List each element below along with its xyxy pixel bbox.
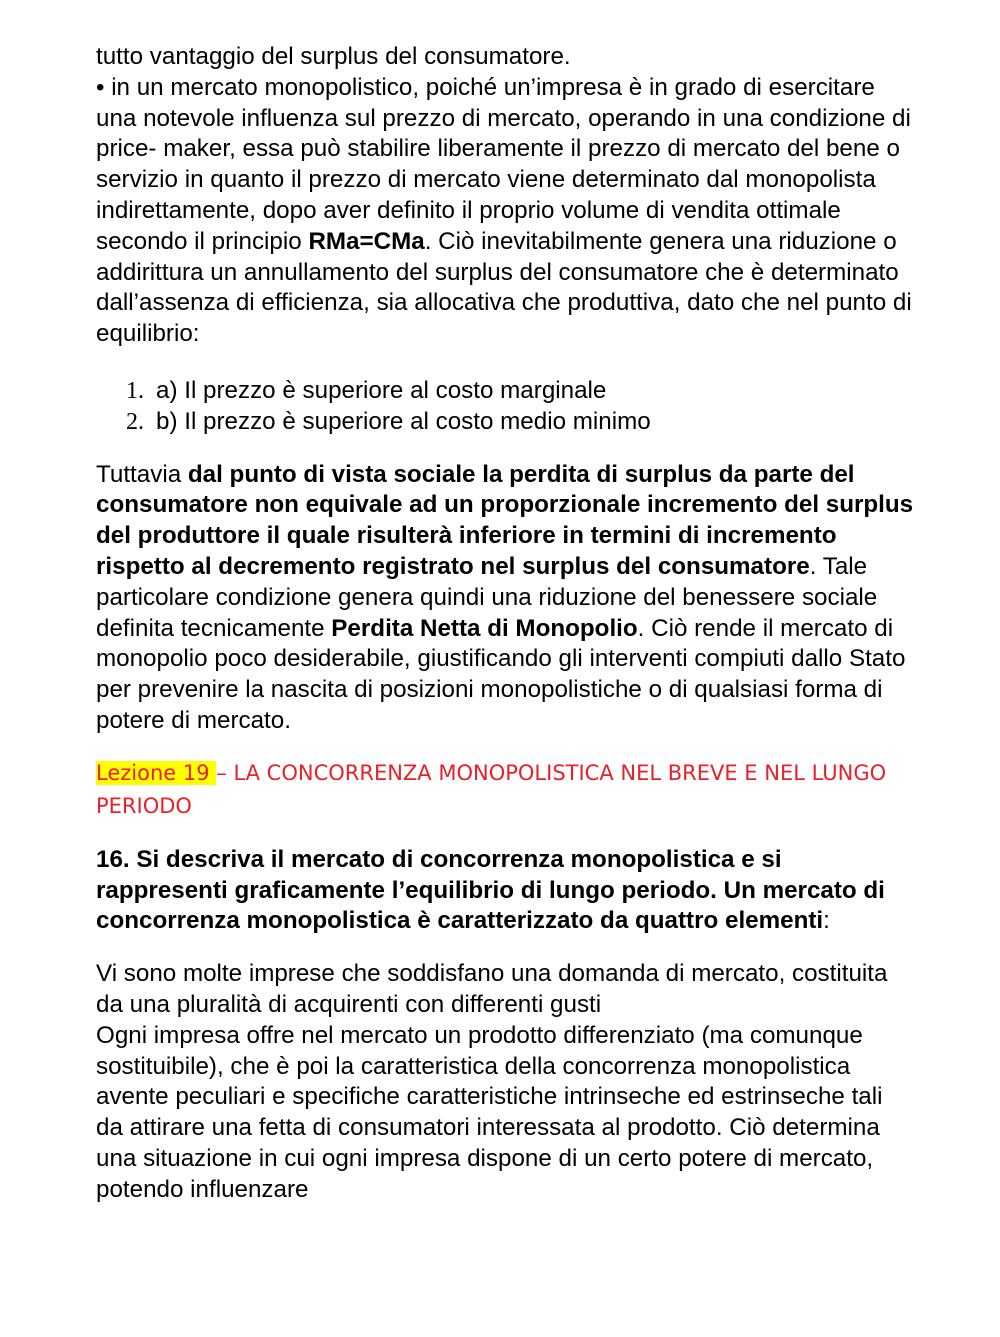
lesson-label: Lezione 19 <box>96 760 217 785</box>
document-page <box>96 42 916 1206</box>
equilibrium-list <box>96 376 916 438</box>
list-item <box>96 407 916 438</box>
feature-line: Vi sono molte imprese che soddisfano una domanda di mercato, costituita da una pluralità di acquirenti con differenti gusti <box>96 960 888 1018</box>
question-tail: : <box>823 907 830 935</box>
list-item-text: a) Il prezzo è superiore al costo marginale <box>156 376 607 404</box>
list-number: 2. <box>126 408 144 435</box>
bullet-text: • in un mercato monopolistico, poiché un’impresa è in grado di esercitare una notevole influenza sul prezzo di mercato, operando in una condizione di price- maker, essa può stabilire liberamente il prezzo di mercato del bene o servizio in quanto il prezzo di mercato viene determinato dal monopolista indirettamente, dopo aver definito il proprio volume di vendita ottimale secondo il principio <box>96 73 911 255</box>
question-heading <box>96 845 916 937</box>
feature-line: Ogni impresa offre nel mercato un prodotto differenziato (ma comunque sostituibile), che è poi la caratteristica della concorrenza monopolistica avente peculiari e specifiche caratteristiche intrinseche ed estrinseche tali da attirare una fetta di consumatori interessata al prodotto. Ciò determina una situazione in cui ogni impresa dispone di un certo potere di mercato, potendo influenzare <box>96 1021 883 1203</box>
list-item-text: b) Il prezzo è superiore al costo medio minimo <box>156 407 651 435</box>
paragraph-social-loss <box>96 460 916 737</box>
question-bold: 16. Si descriva il mercato di concorrenza monopolistica e si rappresenti graficamente l’equilibrio di lungo periodo. Un mercato di concorrenza monopolistica è caratterizzato da quattro elementi <box>96 845 885 935</box>
lesson-title: – LA CONCORRENZA MONOPOLISTICA NEL BREVE E NEL LUNGO PERIODO <box>96 760 887 818</box>
bullet-text-continued: . Ciò inevitabilmente genera una riduzione o addirittura un annullamento del surplus del consumatore che è determinato dall’assenza di efficienza, sia allocativa che produttiva, dato che nel punto di equilibrio: <box>96 227 912 348</box>
lesson-heading <box>96 757 916 823</box>
text-run: Tuttavia <box>96 460 188 488</box>
bold-run: dal punto di vista sociale la perdita di surplus da parte del consumatore non equivale ad un proporzionale incremento del surplus del produttore il quale risulterà inferiore in termini di incremento rispetto al decremento registrato nel surplus del consumatore <box>96 460 914 580</box>
text-run: . Tale particolare condizione genera quindi una riduzione del benessere sociale definita tecnicamente <box>96 552 878 642</box>
list-item <box>96 376 916 407</box>
paragraph-monopoly <box>96 42 916 350</box>
text-run: . Ciò rende il mercato di monopolio poco desiderabile, giustificando gli interventi compiuti dallo Stato per prevenire la nascita di posizioni monopolistiche o di qualsiasi forma di potere di mercato. <box>96 614 906 734</box>
bold-principle: RMa=CMa <box>308 227 425 255</box>
list-number: 1. <box>126 377 144 404</box>
intro-line: tutto vantaggio del surplus del consumatore. <box>96 43 571 70</box>
paragraph-features <box>96 959 916 1205</box>
bold-term: Perdita Netta di Monopolio <box>331 614 638 642</box>
